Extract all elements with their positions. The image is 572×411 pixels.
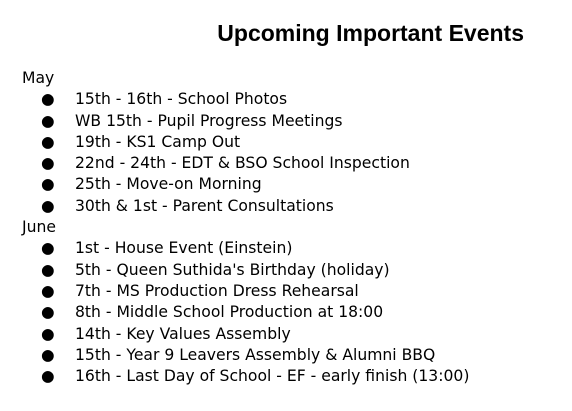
bullet-icon: ●	[41, 239, 55, 258]
event-item	[22, 302, 469, 323]
bullet-icon: ●	[41, 345, 55, 364]
event-item	[22, 132, 469, 153]
event-item	[22, 238, 469, 259]
bullet-icon: ●	[41, 175, 55, 194]
event-text: 5th - Queen Suthida's Birthday (holiday)	[75, 260, 390, 279]
bullet-icon: ●	[41, 111, 55, 130]
event-list-june	[22, 238, 469, 387]
event-text: 7th - MS Production Dress Rehearsal	[75, 281, 359, 300]
event-text: 16th - Last Day of School - EF - early finish (13:00)	[75, 367, 470, 386]
event-list-may	[22, 89, 469, 217]
bullet-icon: ●	[41, 281, 55, 300]
event-item	[22, 345, 469, 366]
event-item	[22, 324, 469, 345]
bullet-icon: ●	[41, 303, 55, 322]
bullet-icon: ●	[41, 260, 55, 279]
event-text: 14th - Key Values Assembly	[75, 324, 291, 343]
bullet-icon: ●	[41, 90, 55, 109]
event-text: 8th - Middle School Production at 18:00	[75, 303, 384, 322]
month-heading-june: June	[22, 218, 56, 237]
bullet-icon: ●	[41, 154, 55, 173]
event-item	[22, 281, 469, 302]
events-content	[22, 68, 469, 387]
event-text: WB 15th - Pupil Progress Meetings	[75, 111, 343, 130]
event-item	[22, 366, 469, 387]
event-item	[22, 174, 469, 195]
bullet-icon: ●	[41, 324, 55, 343]
event-item	[22, 196, 469, 217]
event-item	[22, 260, 469, 281]
event-text: 1st - House Event (Einstein)	[75, 239, 293, 258]
event-text: 15th - Year 9 Leavers Assembly & Alumni BBQ	[75, 345, 436, 364]
event-item	[22, 111, 469, 132]
bullet-icon: ●	[41, 196, 55, 215]
month-heading-may: May	[22, 69, 55, 87]
event-text: 30th & 1st - Parent Consultations	[75, 196, 334, 215]
event-item	[22, 153, 469, 174]
page-title: Upcoming Important Events	[217, 20, 524, 46]
event-text: 15th - 16th - School Photos	[75, 90, 288, 109]
event-text: 19th - KS1 Camp Out	[75, 132, 241, 151]
bullet-icon: ●	[41, 367, 55, 386]
bullet-icon: ●	[41, 132, 55, 151]
event-text: 25th - Move-on Morning	[75, 175, 262, 194]
event-item	[22, 89, 469, 110]
event-text: 22nd - 24th - EDT & BSO School Inspection	[75, 154, 410, 173]
